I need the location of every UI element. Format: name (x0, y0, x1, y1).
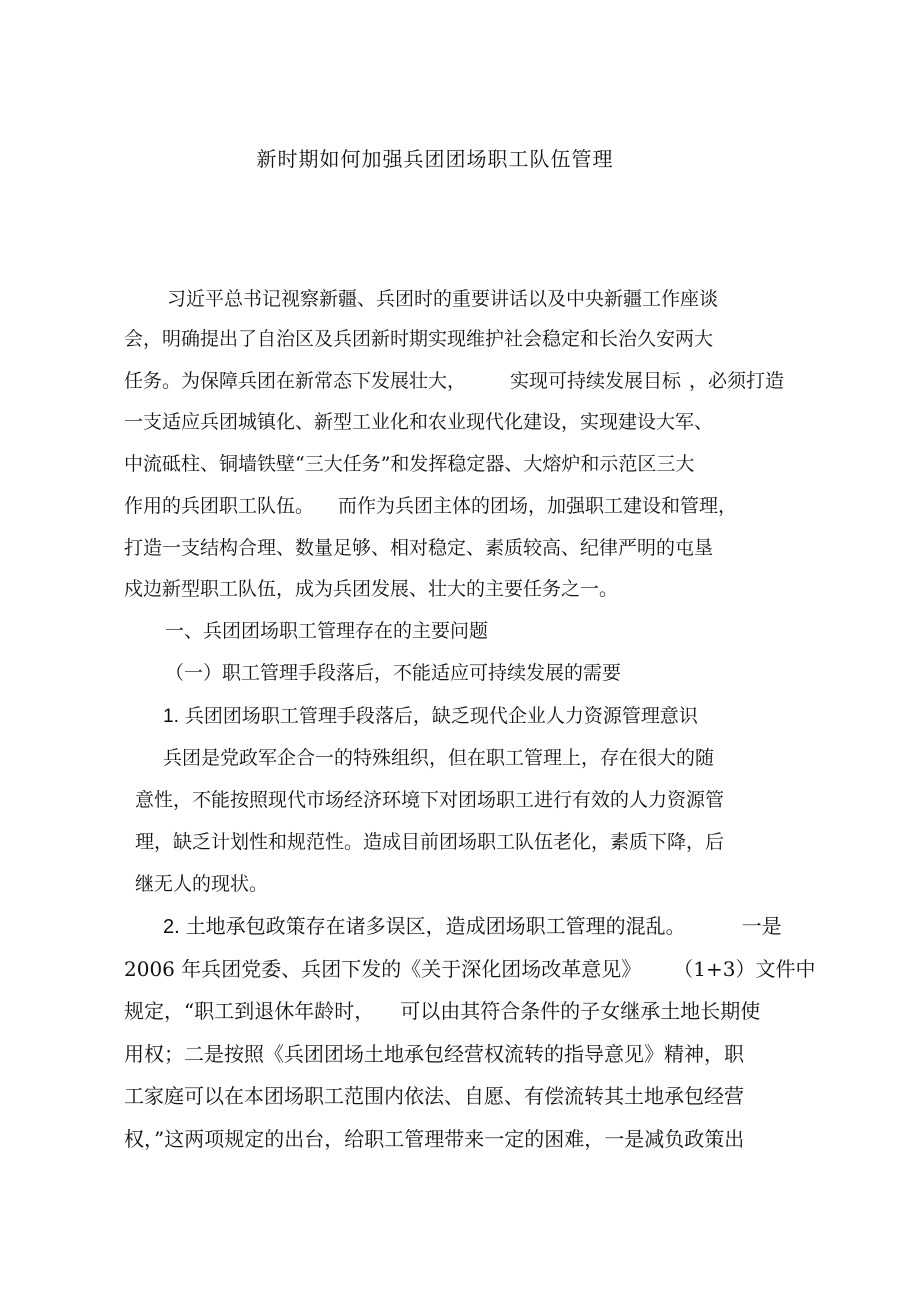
paragraph-1-line-6-part-a: 作用的兵团职工队伍。 (124, 495, 315, 517)
paragraph-1-line-3-part-b: 实现可持续发展目标 (510, 370, 682, 392)
paragraph-1-line-3 (124, 367, 784, 395)
paragraph-3-line-3: 用权；二是按照《兵团团场土地承包经营权流转的指导意见》精神，职 (124, 1042, 744, 1066)
item-2-number: 2. (163, 916, 180, 938)
paragraph-1-line-1: 习近平总书记视察新疆、兵团时的重要讲话以及中央新疆工作座谈 (167, 288, 719, 310)
paragraph-1-line-6-part-b: 而作为兵团主体的团场，加强职工建设和管理， (338, 495, 738, 517)
paragraph-1-line-3-part-a: 任务。为保障兵团在新常态下发展壮大， (124, 370, 467, 392)
item-1-text: 兵团团场职工管理手段落后，缺乏现代企业人力资源管理意识 (184, 705, 698, 727)
document-title: 新时期如何加强兵团团场职工队伍管理 (256, 147, 614, 171)
paragraph-3-line-2-part-a: 规定，“职工到退休年龄时， (124, 999, 375, 1023)
paragraph-2-line-3: 理，缺乏计划性和规范性。造成目前团场职工队伍老化，素质下降，后 (135, 831, 725, 853)
paragraph-1-line-8: 戍边新型职工队伍，成为兵团发展、壮大的主要任务之一。 (124, 578, 619, 600)
paragraph-3-line-2-part-b: 可以由其符合条件的子女继承土地长期使 (400, 999, 761, 1023)
paragraph-3-line-1-part-a: 2006 年兵团党委、兵团下发的《关于深化团场改革意见》 (124, 957, 642, 981)
item-2-text: 土地承包政策存在诸多误区，造成团场职工管理的混乱。 (185, 914, 686, 938)
section-heading-1: 一、兵团团场职工管理存在的主要问题 (165, 620, 489, 642)
item-2 (163, 912, 782, 941)
paragraph-1-line-5: 中流砥柱、铜墙铁壁“三大任务”和发挥稳定器、大熔炉和示范区三大 (124, 453, 695, 475)
item-1-number: 1. (163, 706, 179, 727)
paragraph-2-line-1: 兵团是党政军企合一的特殊组织，但在职工管理上，存在很大的随 (163, 747, 715, 769)
paragraph-3-line-1-part-b: （1+3）文件中 (673, 957, 816, 981)
paragraph-1-line-2: 会，明确提出了自治区及兵团新时期实现维护社会稳定和长治久安两大 (124, 328, 714, 350)
paragraph-3-line-1 (124, 955, 815, 983)
paragraph-1-line-4: 一支适应兵团城镇化、新型工业化和农业现代化建设，实现建设大军、 (124, 411, 714, 433)
paragraph-3-line-4: 工家庭可以在本团场职工范围内依法、自愿、有偿流转其土地承包经营 (124, 1084, 744, 1108)
paragraph-1-line-3-part-c: ，必须打造 (689, 370, 785, 392)
paragraph-1-line-7: 打造一支结构合理、数量足够、相对稳定、素质较高、纪律严明的屯垦 (124, 537, 714, 559)
paragraph-1-line-6 (124, 492, 737, 520)
paragraph-3-line-2 (124, 997, 760, 1025)
item-1 (163, 702, 698, 731)
section-heading-2: （一）职工管理手段落后，不能适应可持续发展的需要 (165, 662, 622, 684)
paragraph-3-line-5: 权，”这两项规定的出台，给职工管理带来一定的困难，一是减负政策出 (124, 1127, 745, 1151)
paragraph-2-line-4: 继无人的现状。 (135, 873, 269, 895)
paragraph-2-line-2: 意性，不能按照现代市场经济环境下对团场职工进行有效的人力资源管 (135, 789, 725, 811)
item-2-tail: 一是 (741, 914, 782, 938)
